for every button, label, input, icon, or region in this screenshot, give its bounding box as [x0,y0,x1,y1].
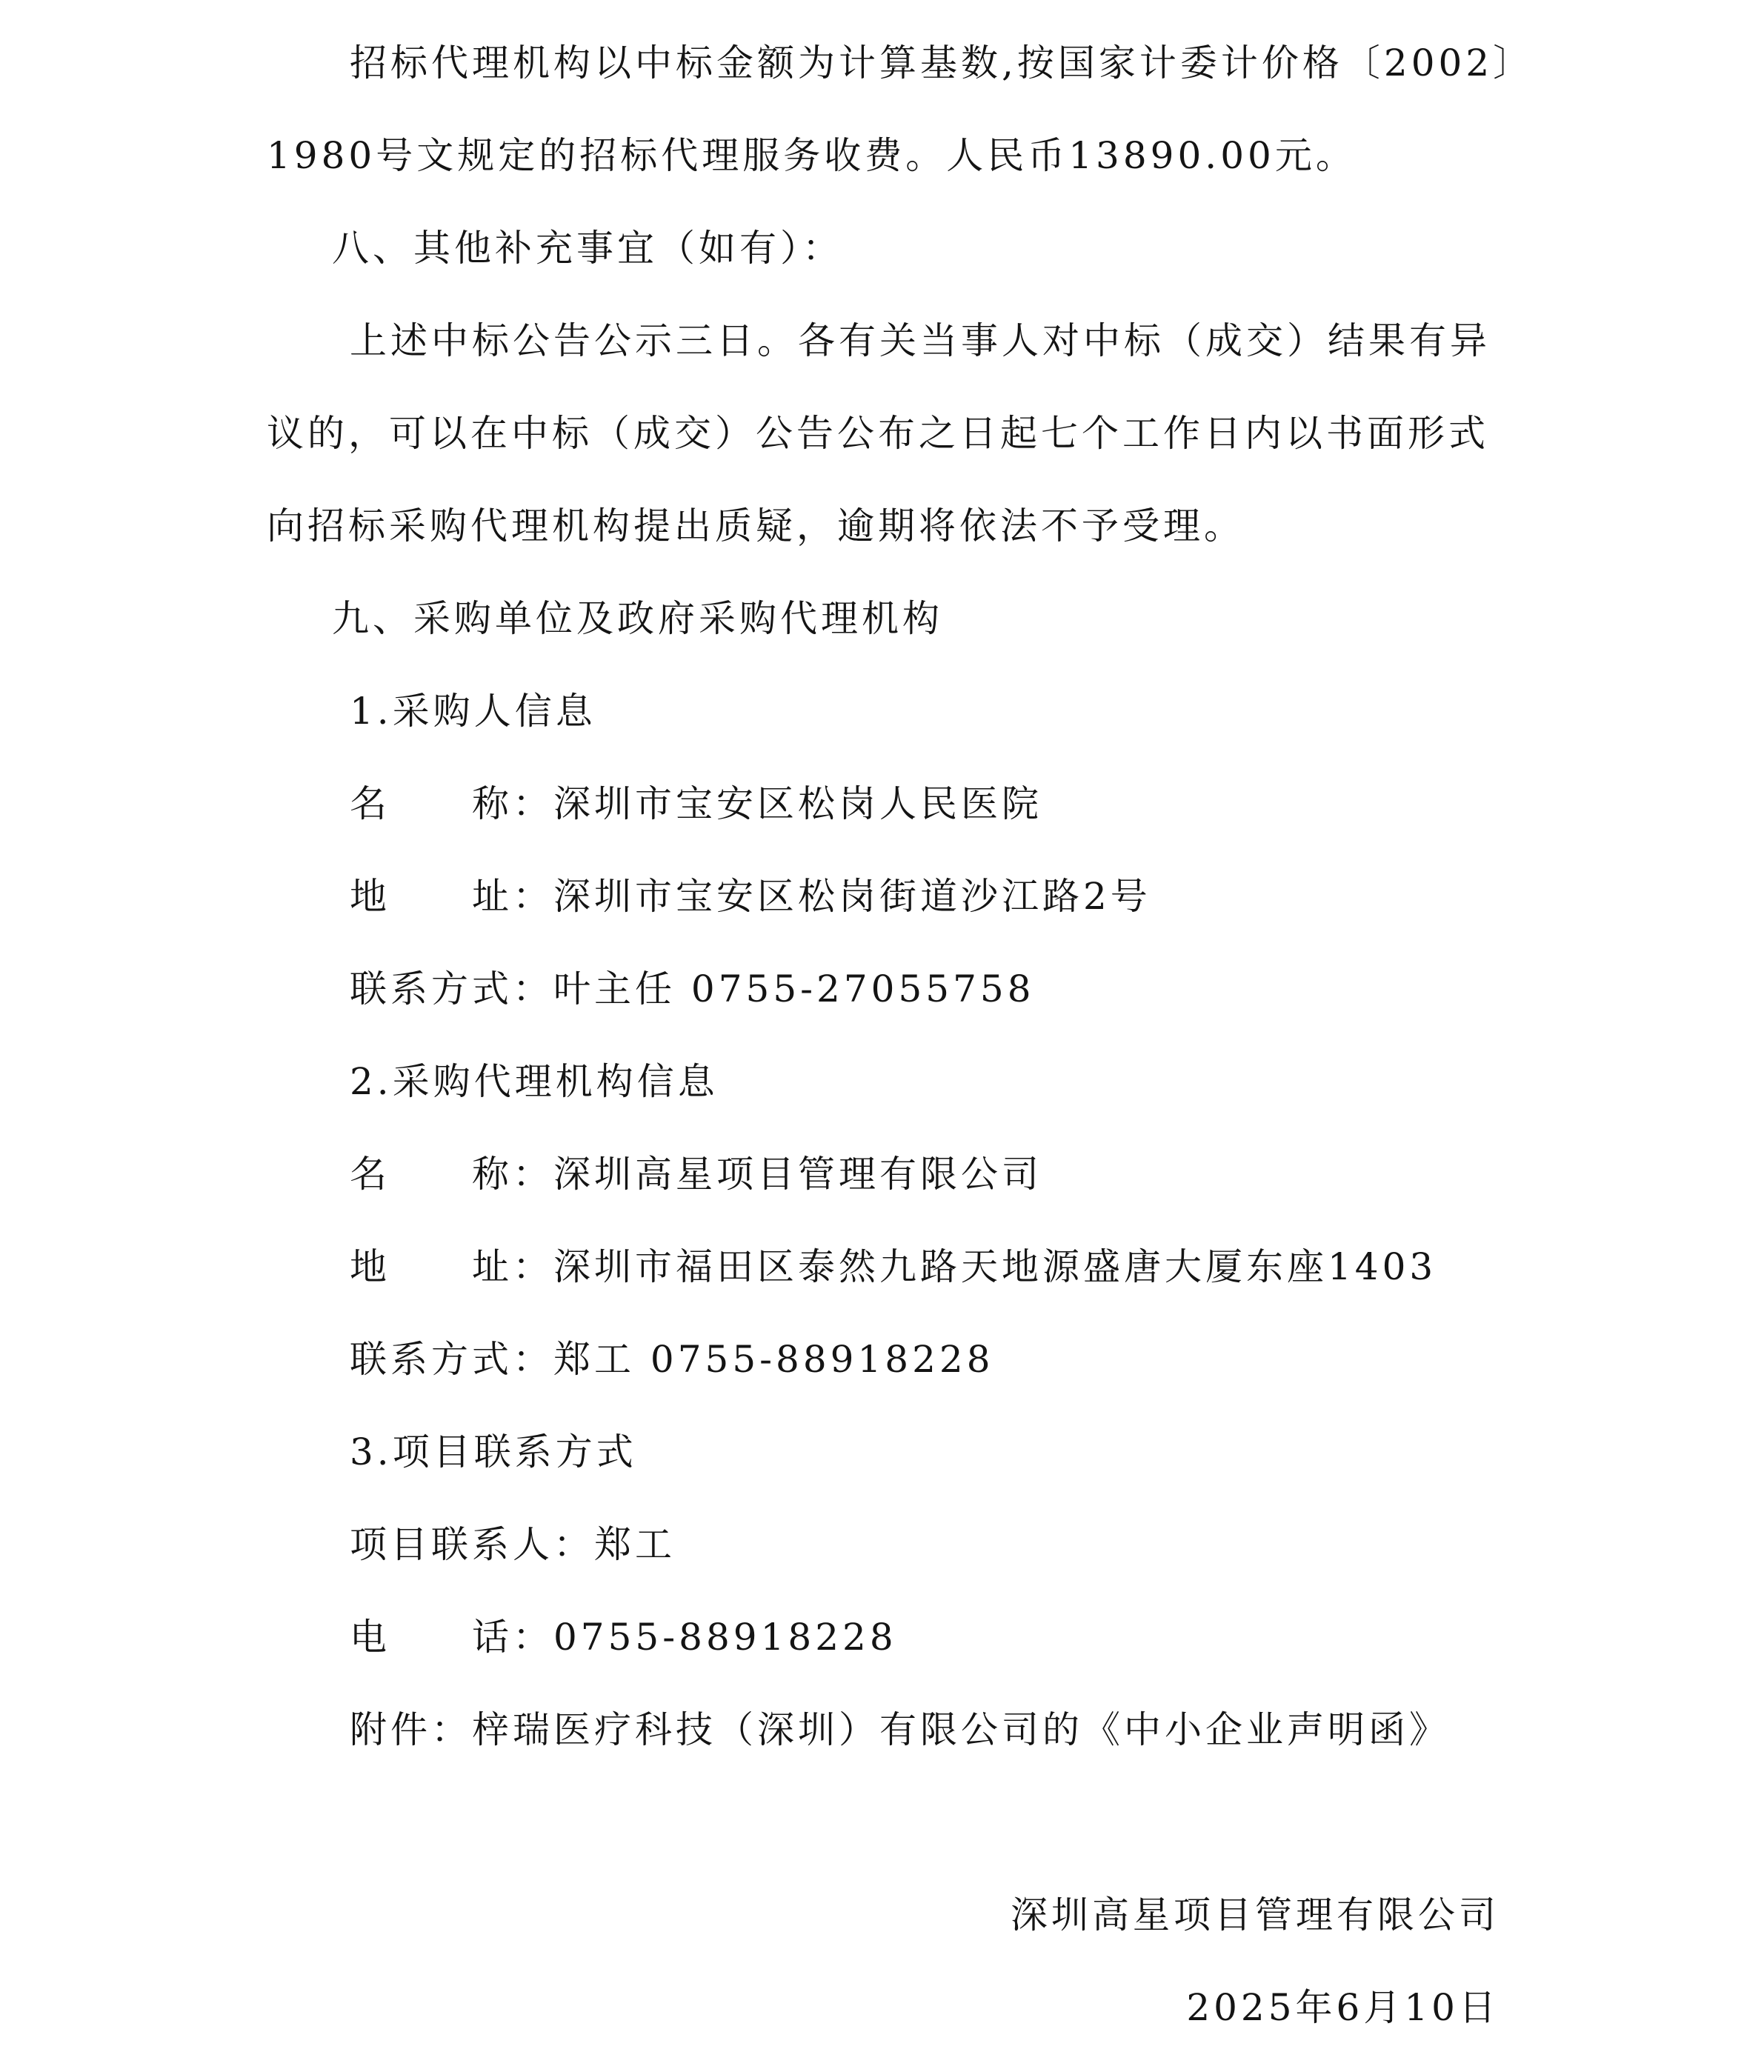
fee-paragraph-line-1: 招标代理机构以中标金额为计算基数,按国家计委计价格〔2002〕 [350,41,1534,84]
agency-name-label: 名 称： [350,1153,553,1196]
project-person-label: 项目联系人： [350,1523,594,1566]
purchaser-title: 1.采购人信息 [350,690,596,733]
signature-date: 2025年6月10日 [1186,1986,1500,2029]
fee-paragraph-line-2: 1980号文规定的招标代理服务收费。人民币13890.00元。 [267,134,1357,177]
project-phone-row [350,1615,897,1659]
agency-name-value: 深圳高星项目管理有限公司 [553,1153,1042,1196]
purchaser-address-row [350,874,1151,919]
project-contact-title: 3.项目联系方式 [350,1430,637,1473]
project-person-row [350,1522,676,1567]
section-8-heading: 八、其他补充事宜（如有）： [332,227,843,270]
agency-title: 2.采购代理机构信息 [350,1060,719,1103]
project-phone-value: 0755-88918228 [553,1616,897,1659]
section-8-line-3: 向招标采购代理机构提出质疑，逾期将依法不予受理。 [267,504,1245,547]
section-8-line-1: 上述中标公告公示三日。各有关当事人对中标（成交）结果有异 [350,319,1491,362]
section-9-heading: 九、采购单位及政府采购代理机构 [332,597,943,640]
section-8-line-2: 议的，可以在中标（成交）公告公布之日起七个工作日内以书面形式 [267,412,1489,455]
purchaser-address-label: 地 址： [350,875,553,918]
agency-name-row [350,1152,1042,1196]
purchaser-contact-label: 联系方式： [350,967,553,1010]
signature-company: 深圳高星项目管理有限公司 [1011,1893,1500,1936]
project-person-value: 郑工 [594,1523,676,1566]
project-phone-label: 电 话： [350,1616,553,1659]
purchaser-contact-value: 叶主任 0755-27055758 [553,967,1035,1010]
purchaser-name-row [350,782,1042,826]
purchaser-name-label: 名 称： [350,782,553,825]
agency-contact-label: 联系方式： [350,1338,553,1381]
agency-address-row [350,1245,1437,1289]
agency-address-value: 深圳市福田区泰然九路天地源盛唐大厦东座1403 [553,1245,1437,1288]
attachment-line: 附件：梓瑞医疗科技（深圳）有限公司的《中小企业声明函》 [350,1708,1450,1751]
purchaser-address-value: 深圳市宝安区松岗街道沙江路2号 [553,875,1151,918]
purchaser-name-value: 深圳市宝安区松岗人民医院 [553,782,1042,825]
agency-address-label: 地 址： [350,1245,553,1288]
agency-contact-row [350,1337,994,1382]
purchaser-contact-row [350,967,1035,1011]
agency-contact-value: 郑工 0755-88918228 [553,1338,994,1381]
